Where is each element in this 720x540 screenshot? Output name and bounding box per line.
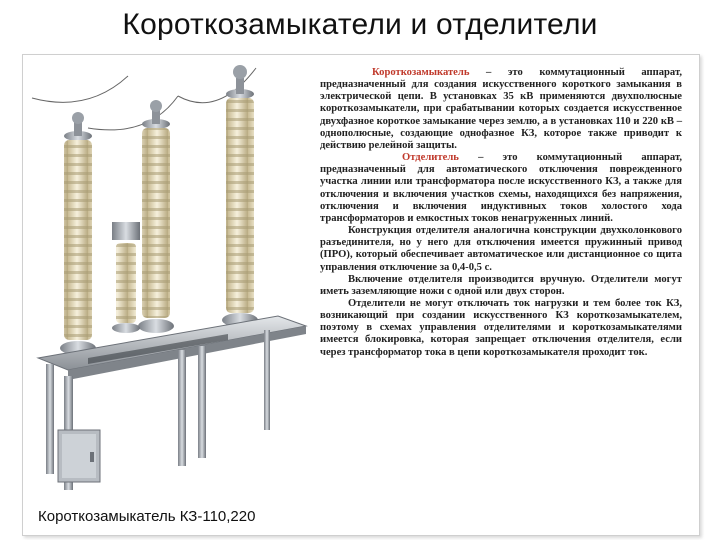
short-circuit-switch-photo <box>28 58 324 498</box>
paragraph-3: Конструкция отделителя аналогична конструкции двухколонкового разъединителя, но у него для отключения имеется пружинный привод (ПРО), который обеспечивает автоматическое или дистанционное со щита управления отключение за 0,4-0,5 с. <box>320 225 682 273</box>
term-short-circuiter: Короткозамыкатель <box>372 67 470 78</box>
body-text <box>320 67 682 359</box>
photo-caption: Короткозамыкатель КЗ-110,220 <box>38 508 256 525</box>
paragraph-1: Короткозамыкатель – это коммутационный аппарат, предназначенный для создания искусственного короткого замыкания в электрической цепи. В установках 35 кВ применяются двухполюсные короткозамыкатели, при срабатывании которых создается искусственное двухфазное короткое замыкание через землю, а в установках 110 и 220 кВ – однополюсные, создающие однофазное КЗ, которое также приводит к действию релейной защиты. <box>320 67 682 151</box>
term-separator: Отделитель <box>402 152 459 164</box>
paragraph-5: Отделители не могут отключать ток нагрузки и тем более ток КЗ, возникающий при создании искусственного КЗ короткозамыкателем, поэтому в схемах управления отделителями и короткозамыкателями имеется блокировка, которая запрещает отключения отделителя, если через трансформатор тока в цепи короткозамыкателя проходит ток. <box>320 297 682 358</box>
paragraph-4: Включение отделителя производится вручную. Отделители могут иметь заземляющие ножи с одной или двух сторон. <box>320 273 682 297</box>
slide-title: Короткозамыкатели и отделители <box>122 8 598 41</box>
paragraph-2: Отделитель – это коммутационный аппарат, предназначенный для автоматического отключения поврежденного участка линии или трансформатора после искусственного КЗ, а также для отключения и включения участков схемы, находящихся без напряжения, отключения и включения индуктивных токов холостого хода трансформаторов и емкостных токов ненагруженных линий. <box>320 152 682 224</box>
